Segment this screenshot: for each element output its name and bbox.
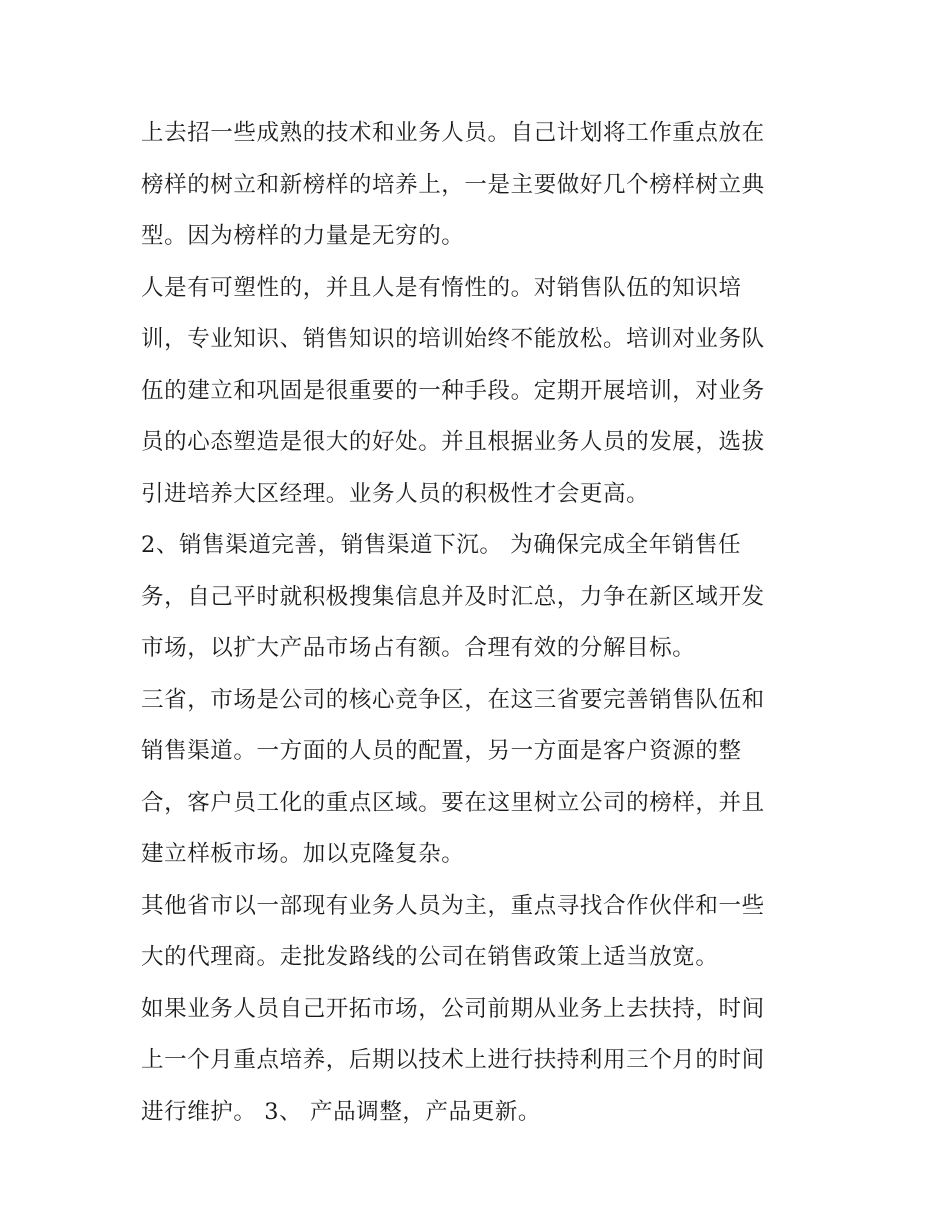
- document-body: [141, 108, 821, 1138]
- text-line: 如果业务人员自己开拓市场，公司前期从业务上去扶持，时间: [141, 995, 765, 1022]
- text-line: 伍的建立和巩固是很重要的一种手段。定期开展培训，对业务: [141, 377, 765, 404]
- text-line: 员的心态塑造是很大的好处。并且根据业务人员的发展，选拔: [141, 429, 765, 455]
- paragraph-other-provinces: [141, 881, 821, 984]
- text-line: 引进培养大区经理。业务人员的积极性才会更高。: [141, 480, 650, 507]
- text-line: 上一个月重点培养，后期以技术上进行扶持利用三个月的时间: [141, 1047, 765, 1073]
- paragraph-sales-channels: [141, 520, 821, 675]
- text-line: 建立样板市场。加以克隆复杂。: [141, 841, 465, 867]
- text-line: 榜样的树立和新榜样的培养上，一是主要做好几个榜样树立典: [141, 171, 765, 198]
- text-line: 人是有可塑性的，并且人是有惰性的。对销售队伍的知识培: [141, 274, 742, 301]
- text-line: 销售渠道。一方面的人员的配置，另一方面是客户资源的整: [141, 738, 742, 764]
- paragraph-sales-training: [141, 263, 821, 521]
- text-line: 务，自己平时就积极搜集信息并及时汇总，力争在新区域开发: [141, 583, 765, 610]
- text-line: 三省，市场是公司的核心竞争区，在这三省要完善销售队伍和: [141, 686, 765, 713]
- text-line: 上去招一些成熟的技术和业务人员。自己计划将工作重点放在: [141, 120, 765, 146]
- paragraph-market-support: [141, 984, 821, 1139]
- text-line: 其他省市以一部现有业务人员为主，重点寻找合作伙伴和一些: [141, 892, 765, 919]
- text-line: 大的代理商。走批发路线的公司在销售政策上适当放宽。: [141, 944, 719, 970]
- text-line: 训，专业知识、销售知识的培训始终不能放松。培训对业务队: [141, 326, 765, 352]
- text-line: 型。因为榜样的力量是无穷的。: [141, 223, 465, 249]
- paragraph-core-provinces: [141, 675, 821, 881]
- text-line: 市场，以扩大产品市场占有额。合理有效的分解目标。: [141, 635, 696, 661]
- text-line: 2、销售渠道完善，销售渠道下沉。 为确保完成全年销售任: [141, 532, 742, 558]
- text-line: 进行维护。 3、 产品调整，产品更新。: [141, 1098, 542, 1125]
- text-line: 合，客户员工化的重点区域。要在这里树立公司的榜样，并且: [141, 789, 765, 816]
- paragraph-talent-recruitment: [141, 108, 821, 263]
